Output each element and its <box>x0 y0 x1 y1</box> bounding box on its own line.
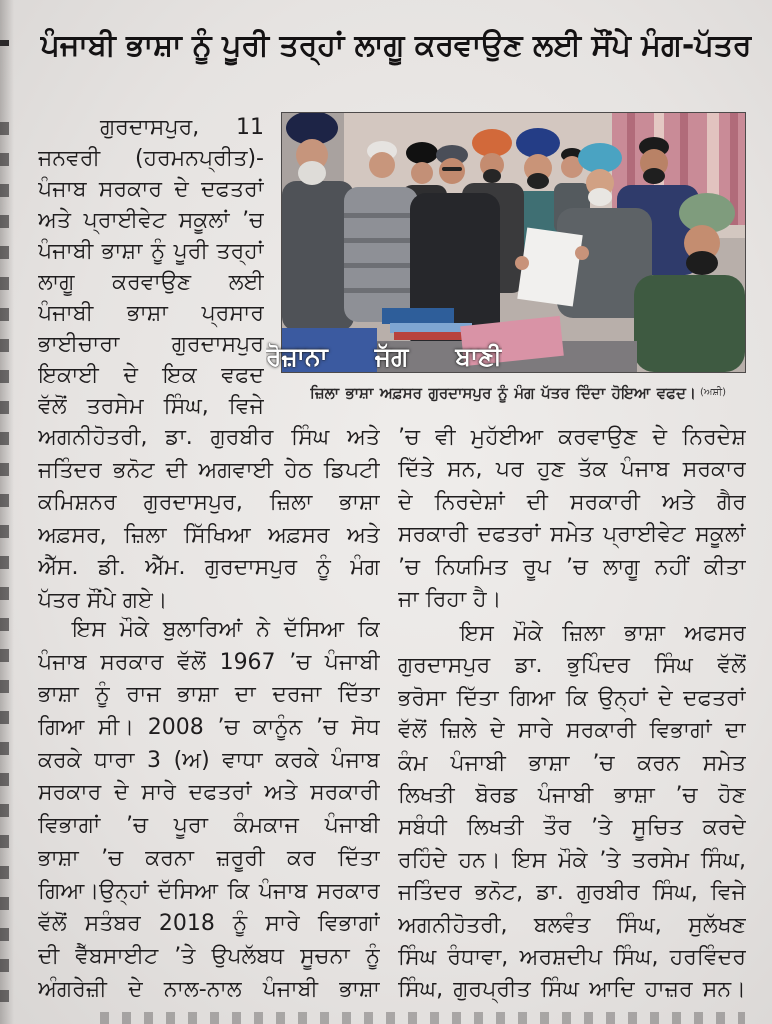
article-line: ਅੰਗਰੇਜ਼ੀ ਦੇ ਨਾਲ-ਨਾਲ ਪੰਜਾਬੀ ਭਾਸ਼ਾ <box>38 976 380 1002</box>
article-line: ਜਾ ਰਿਹਾ ਹੈ। <box>398 586 502 612</box>
article-line: ਸਬੰਧੀ ਲਿਖਤੀ ਤੌਰ ’ਤੇ ਸੂਚਿਤ ਕਰਦੇ <box>398 815 746 841</box>
article-line: ਜਨਵਰੀ (ਹਰਮਨਪ੍ਰੀਤ)- <box>38 146 264 171</box>
photo-credit: (ਅਸ਼ੀ) <box>700 387 727 398</box>
article-line: ਕਰਕੇ ਧਾਰਾ 3 (ਅ) ਵਾਧਾ ਕਰਕੇ ਪੰਜਾਬ <box>38 747 380 773</box>
article-line: ਭਰੋਸਾ ਦਿੱਤਾ ਗਿਆ ਕਿ ਉਨ੍ਹਾਂ ਦੇ ਦਫਤਰਾਂ <box>398 685 746 711</box>
adjacent-column-edge <box>0 122 9 1002</box>
article-line: ਕੰਮ ਪੰਜਾਬੀ ਭਾਸ਼ਾ ’ਚ ਕਰਨ ਸਮੇਤ <box>398 750 746 776</box>
article-line: ਪੰਜਾਬ ਸਰਕਾਰ ਦੇ ਦਫਤਰਾਂ <box>38 177 264 202</box>
article-line: ਇਕਾਈ ਦੇ ਇਕ ਵਫਦ <box>38 363 264 388</box>
headline: ਪੰਜਾਬੀ ਭਾਸ਼ਾ ਨੂੰ ਪੂਰੀ ਤਰ੍ਹਾਂ ਲਾਗੂ ਕਰਵਾਉਣ ਲਈ ਸੌਂਪੇ ਮੰਗ-ਪੱਤਰ <box>40 28 752 63</box>
article-line: ਦਿੱਤੇ ਸਨ, ਪਰ ਹੁਣ ਤੱਕ ਪੰਜਾਬ ਸਰਕਾਰ <box>398 457 746 483</box>
article-line: ਪੱਤਰ ਸੌਂਪੇ ਗਏ। <box>38 587 168 613</box>
article-line: ਵਿਭਾਗਾਂ ’ਚ ਪੂਰਾ ਕੰਮਕਾਜ ਪੰਜਾਬੀ <box>38 813 380 839</box>
article-line: ਇਸ ਮੌਕੇ ਜ਼ਿਲਾ ਭਾਸ਼ਾ ਅਫਸਰ <box>460 621 746 646</box>
article-line: ਗੁਰਦਾਸਪੁਰ ਡਾ. ਭੁਪਿੰਦਰ ਸਿੰਘ ਵੱਲੋਂ <box>398 653 746 679</box>
adjacent-column-dash <box>0 40 9 46</box>
article-line: ਲਾਗੂ ਕਰਵਾਉਣ ਲਈ <box>38 270 264 295</box>
article-line: ਪੰਜਾਬੀ ਭਾਸ਼ਾ ਨੂੰ ਪੂਰੀ ਤਰ੍ਹਾਂ <box>38 239 264 264</box>
article-line: ਭਾਈਚਾਰਾ ਗੁਰਦਾਸਪੁਰ <box>38 332 264 357</box>
news-photo-illustration <box>282 113 745 372</box>
article-line: ਪੰਜਾਬ ਸਰਕਾਰ ਵੱਲੋਂ 1967 ’ਚ ਪੰਜਾਬੀ <box>38 649 380 675</box>
article-line: ਗਿਆ।ਉਨ੍ਹਾਂ ਦੱਸਿਆ ਕਿ ਪੰਜਾਬ ਸਰਕਾਰ <box>38 878 380 904</box>
photo-caption: ਜ਼ਿਲਾ ਭਾਸ਼ਾ ਅਫ਼ਸਰ ਗੁਰਦਾਸਪੁਰ ਨੂੰ ਮੰਗ ਪੱਤਰ ਦਿੰਦਾ ਹੋਇਆ ਵਫਦ। <box>310 384 696 402</box>
article-line: ਸਿੰਘ ਰੰਧਾਵਾ, ਅਰਸ਼ਦੀਪ ਸਿੰਘ, ਹਰਵਿੰਦਰ <box>398 944 746 970</box>
right-column-paragraph <box>398 618 746 1007</box>
article-line: ’ਚ ਨਿਯਮਿਤ ਰੂਪ ’ਚ ਲਾਗੂ ਨਹੀਂ ਕੀਤਾ <box>398 554 746 580</box>
news-photo <box>282 113 745 372</box>
article-line: ਸਰਕਾਰ ਦੇ ਸਾਰੇ ਦਫਤਰਾਂ ਅਤੇ ਸਰਕਾਰੀ <box>38 780 380 806</box>
article-line: ਐੱਸ. ਡੀ. ਐੱਮ. ਗੁਰਦਾਸਪੁਰ ਨੂੰ ਮੰਗ <box>38 555 380 580</box>
article-line: ਜਤਿੰਦਰ ਭਨੋਟ ਦੀ ਅਗਵਾਈ ਹੇਠ ਡਿਪਟੀ <box>38 457 380 483</box>
article-line: ਭਾਸ਼ਾ ’ਚ ਕਰਨਾ ਜ਼ਰੂਰੀ ਕਰ ਦਿੱਤਾ <box>38 845 380 871</box>
article-line: ਕਮਿਸ਼ਨਰ ਗੁਰਦਾਸਪੁਰ, ਜ਼ਿਲਾ ਭਾਸ਼ਾ <box>38 490 380 515</box>
article-line: ਦੇ ਨਿਰਦੇਸ਼ਾਂ ਦੀ ਸਰਕਾਰੀ ਅਤੇ ਗੈਰ <box>398 489 746 515</box>
cut-off-text-row <box>100 1012 745 1024</box>
article-line: ਰਹਿੰਦੇ ਹਨ। ਇਸ ਮੌਕੇ ’ਤੇ ਤਰਸੇਮ ਸਿੰਘ, <box>398 847 746 873</box>
article-line: ਦੀ ਵੈੱਬਸਾਈਟ ’ਤੇ ਉਪਲੱਬਧ ਸੂਚਨਾ ਨੂੰ <box>38 943 380 969</box>
article-line: ਗਿਆ ਸੀ। 2008 ’ਚ ਕਾਨੂੰਨ ’ਚ ਸੋਧ <box>38 715 380 741</box>
article-line: ਲਿਖਤੀ ਬੋਰਡ ਪੰਜਾਬੀ ਭਾਸ਼ਾ ’ਚ ਹੋਣ <box>398 782 746 808</box>
article-line: ਭਾਸ਼ਾ ਨੂੰ ਰਾਜ ਭਾਸ਼ਾ ਦਾ ਦਰਜਾ ਦਿੱਤਾ <box>38 682 380 708</box>
article-line: ਅਤੇ ਪ੍ਰਾਈਵੇਟ ਸਕੂਲਾਂ ’ਚ <box>38 208 264 233</box>
article-line: ਸਰਕਾਰੀ ਦਫਤਰਾਂ ਸਮੇਤ ਪ੍ਰਾਈਵੇਟ ਸਕੂਲਾਂ <box>398 522 746 548</box>
left-column-continued <box>38 422 380 617</box>
article-line: ਅਗਨੀਹੋਤਰੀ, ਡਾ. ਗੁਰਬੀਰ ਸਿੰਘ ਅਤੇ <box>38 425 380 450</box>
article-line: ’ਚ ਵੀ ਮੁਹੱਈਆ ਕਰਵਾਉਣ ਦੇ ਨਿਰਦੇਸ਼ <box>398 425 746 450</box>
right-column-top <box>398 422 746 616</box>
article-line: ਵੱਲੋਂ ਤਰਸੇਮ ਸਿੰਘ, ਵਿਜੇ <box>38 394 264 419</box>
watermark: ਰੋਜ਼ਾਨਾ ਜੱਗ ਬਾਣੀ <box>266 342 502 371</box>
dateline: ਗੁਰਦਾਸਪੁਰ, 11 <box>100 115 264 140</box>
article-line: ਅਫ਼ਸਰ, ਜ਼ਿਲਾ ਸਿੱਖਿਆ ਅਫ਼ਸਰ ਅਤੇ <box>38 522 380 548</box>
left-column-beside-photo <box>38 112 264 422</box>
article-line: ਜਤਿੰਦਰ ਭਨੋਟ, ਡਾ. ਗੁਰਬੀਰ ਸਿੰਘ, ਵਿਜੇ <box>398 880 746 906</box>
left-column-paragraph-2 <box>38 614 380 1006</box>
article-line: ਅਗਨੀਹੋਤਰੀ, ਬਲਵੰਤ ਸਿੰਘ, ਸੁਲੱਖਣ <box>398 912 746 938</box>
article-line: ਇਸ ਮੌਕੇ ਬੁਲਾਰਿਆਂ ਨੇ ਦੱਸਿਆ ਕਿ <box>72 617 380 642</box>
article-line: ਸਿੰਘ, ਗੁਰਪ੍ਰੀਤ ਸਿੰਘ ਆਦਿ ਹਾਜ਼ਰ ਸਨ। <box>398 977 746 1003</box>
article-line: ਵੱਲੋਂ ਸਤੰਬਰ 2018 ਨੂੰ ਸਾਰੇ ਵਿਭਾਗਾਂ <box>38 911 380 937</box>
article-line: ਵੱਲੋਂ ਜ਼ਿਲੇ ਦੇ ਸਾਰੇ ਸਰਕਾਰੀ ਵਿਭਾਗਾਂ ਦਾ <box>398 718 746 744</box>
article-line: ਪੰਜਾਬੀ ਭਾਸ਼ਾ ਪ੍ਰਸਾਰ <box>38 301 264 326</box>
